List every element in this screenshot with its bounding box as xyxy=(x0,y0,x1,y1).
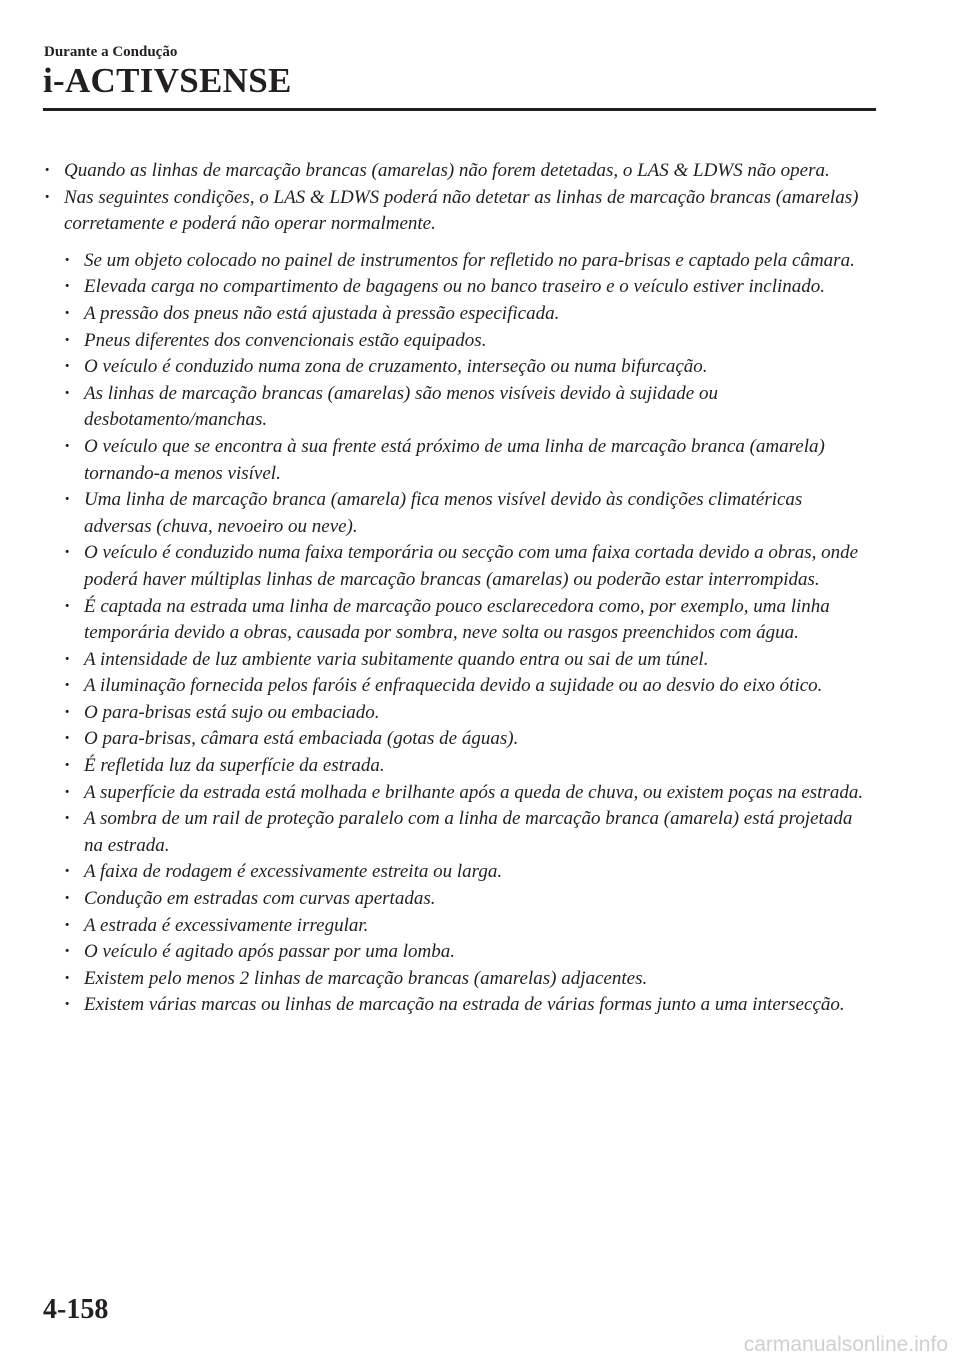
list-item: · O para-brisas, câmara está embaciada (gotas de águas). xyxy=(64,726,874,753)
list-item: · A sombra de um rail de proteção paralelo com a linha de marcação branca (amarela) está projetada na estrada. xyxy=(64,806,874,859)
list-item: · O veículo é agitado após passar por uma lomba. xyxy=(64,939,874,966)
list-item: · A estrada é excessivamente irregular. xyxy=(64,913,874,940)
list-item: · O veículo que se encontra à sua frente está próximo de uma linha de marcação branca (amarela) tornando-a menos visível. xyxy=(64,434,874,487)
list-item: · A pressão dos pneus não está ajustada à pressão especificada. xyxy=(64,301,874,328)
conditions-list xyxy=(64,248,874,1019)
list-item: · É refletida luz da superfície da estrada. xyxy=(64,753,874,780)
list-item: · A iluminação fornecida pelos faróis é enfraquecida devido a sujidade ou ao desvio do eixo ótico. xyxy=(64,673,874,700)
list-item: · Uma linha de marcação branca (amarela) fica menos visível devido às condições climatéricas adversas (chuva, nevoeiro ou neve). xyxy=(64,487,874,540)
watermark[interactable]: carmanualsonline.info xyxy=(743,1333,948,1356)
page-content xyxy=(44,158,874,1019)
list-item: · Pneus diferentes dos convencionais estão equipados. xyxy=(64,328,874,355)
list-item: · A faixa de rodagem é excessivamente estreita ou larga. xyxy=(64,859,874,886)
list-item: · Condução em estradas com curvas apertadas. xyxy=(64,886,874,913)
list-item: · A superfície da estrada está molhada e brilhante após a queda de chuva, ou existem poças na estrada. xyxy=(64,780,874,807)
list-item: · A intensidade de luz ambiente varia subitamente quando entra ou sai de um túnel. xyxy=(64,647,874,674)
list-item: · Nas seguintes condições, o LAS & LDWS poderá não detetar as linhas de marcação brancas (amarelas) corretamente e poderá não operar normalmente. xyxy=(44,185,874,238)
section-label: Durante a Condução xyxy=(44,44,178,60)
main-bullet-list xyxy=(44,158,874,238)
chapter-title: i-ACTIVSENSE xyxy=(43,61,292,100)
list-item: · Existem pelo menos 2 linhas de marcação brancas (amarelas) adjacentes. xyxy=(64,966,874,993)
list-item: · As linhas de marcação brancas (amarelas) são menos visíveis devido à sujidade ou desbotamento/manchas. xyxy=(64,381,874,434)
list-item: · Existem várias marcas ou linhas de marcação na estrada de várias formas junto a uma intersecção. xyxy=(64,992,874,1019)
list-item: · É captada na estrada uma linha de marcação pouco esclarecedora como, por exemplo, uma linha temporária devido a obras, causada por sombra, neve solta ou rasgos preenchidos com água. xyxy=(64,594,874,647)
list-item: · Elevada carga no compartimento de bagagens ou no banco traseiro e o veículo estiver inclinado. xyxy=(64,274,874,301)
list-item: · Se um objeto colocado no painel de instrumentos for refletido no para-brisas e captado pela câmara. xyxy=(64,248,874,275)
list-item: · O veículo é conduzido numa faixa temporária ou secção com uma faixa cortada devido a obras, onde poderá haver múltiplas linhas de marcação brancas (amarelas) ou poderão estar interrompidas. xyxy=(64,540,874,593)
list-item: · O para-brisas está sujo ou embaciado. xyxy=(64,700,874,727)
list-item: · O veículo é conduzido numa zona de cruzamento, interseção ou numa bifurcação. xyxy=(64,354,874,381)
page-number: 4-158 xyxy=(43,1294,109,1325)
list-item: · Quando as linhas de marcação brancas (amarelas) não forem detetadas, o LAS & LDWS não opera. xyxy=(44,158,874,185)
title-divider xyxy=(43,108,876,111)
